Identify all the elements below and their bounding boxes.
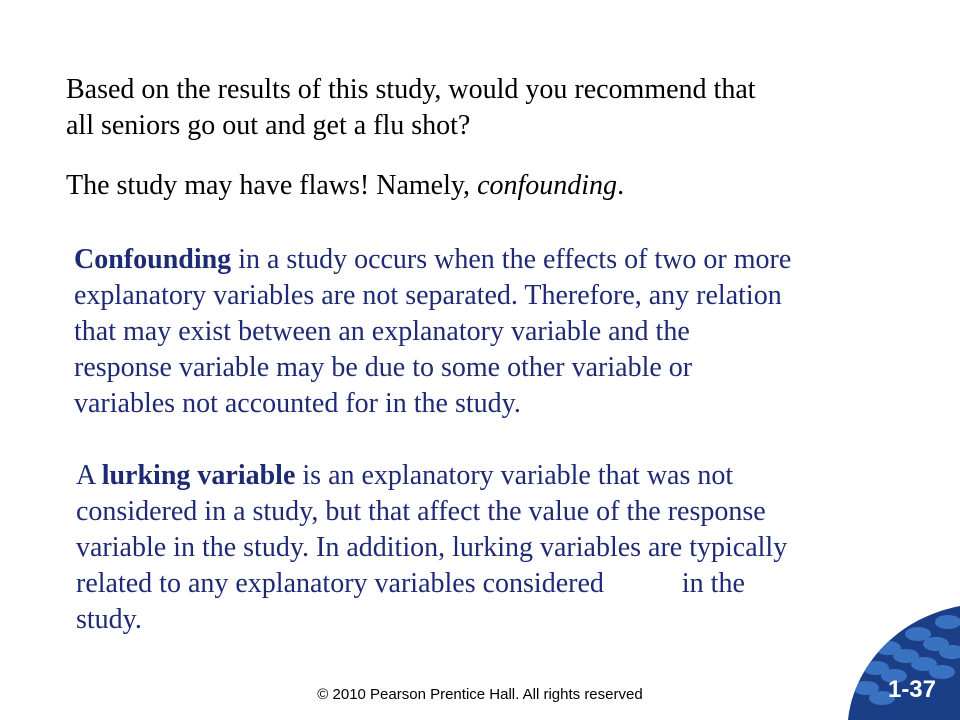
lurking-line-4-part-2: in the: [681, 568, 745, 599]
study-question: [66, 72, 866, 144]
confounding-line-5: variables not accounted for in the study.: [74, 388, 521, 419]
lurking-line-1: [76, 458, 906, 494]
lurking-prefix: A: [76, 460, 102, 491]
answer-prefix: The study may have flaws! Namely,: [66, 170, 478, 201]
lurking-line-2: considered in a study, but that affect the value of the response: [76, 496, 766, 527]
question-line-1: Based on the results of this study, would you recommend that: [66, 74, 756, 105]
answer-line: [66, 168, 866, 204]
study-answer: [66, 168, 866, 204]
question-line-2: all seniors go out and get a flu shot?: [66, 110, 471, 141]
confounding-definition: [74, 242, 904, 422]
confounding-line-1: [74, 242, 904, 278]
confounding-line-1-rest: in a study occurs when the effects of two or more: [231, 244, 792, 275]
lurking-line-4: [76, 566, 906, 602]
answer-suffix: .: [617, 170, 625, 201]
confounding-term: Confounding: [74, 244, 232, 275]
confounding-line-4: response variable may be due to some other variable or: [74, 352, 693, 383]
lurking-line-5: study.: [76, 604, 142, 635]
lurking-line-4-part-1: related to any explanatory variables considered: [76, 568, 604, 599]
lurking-term: lurking variable: [101, 460, 296, 491]
lurking-line-1-rest: is an explanatory variable that was not: [295, 460, 734, 491]
lurking-line-3: variable in the study. In addition, lurking variables are typically: [76, 532, 788, 563]
copyright-footer: © 2010 Pearson Prentice Hall. All rights reserved: [317, 686, 643, 703]
confounding-line-3: that may exist between an explanatory variable and the: [74, 316, 690, 347]
answer-term: confounding: [477, 170, 618, 201]
confounding-line-2: explanatory variables are not separated. Therefore, any relation: [74, 280, 782, 311]
page-number: 1-37: [887, 676, 937, 703]
lurking-variable-definition: [76, 458, 906, 638]
